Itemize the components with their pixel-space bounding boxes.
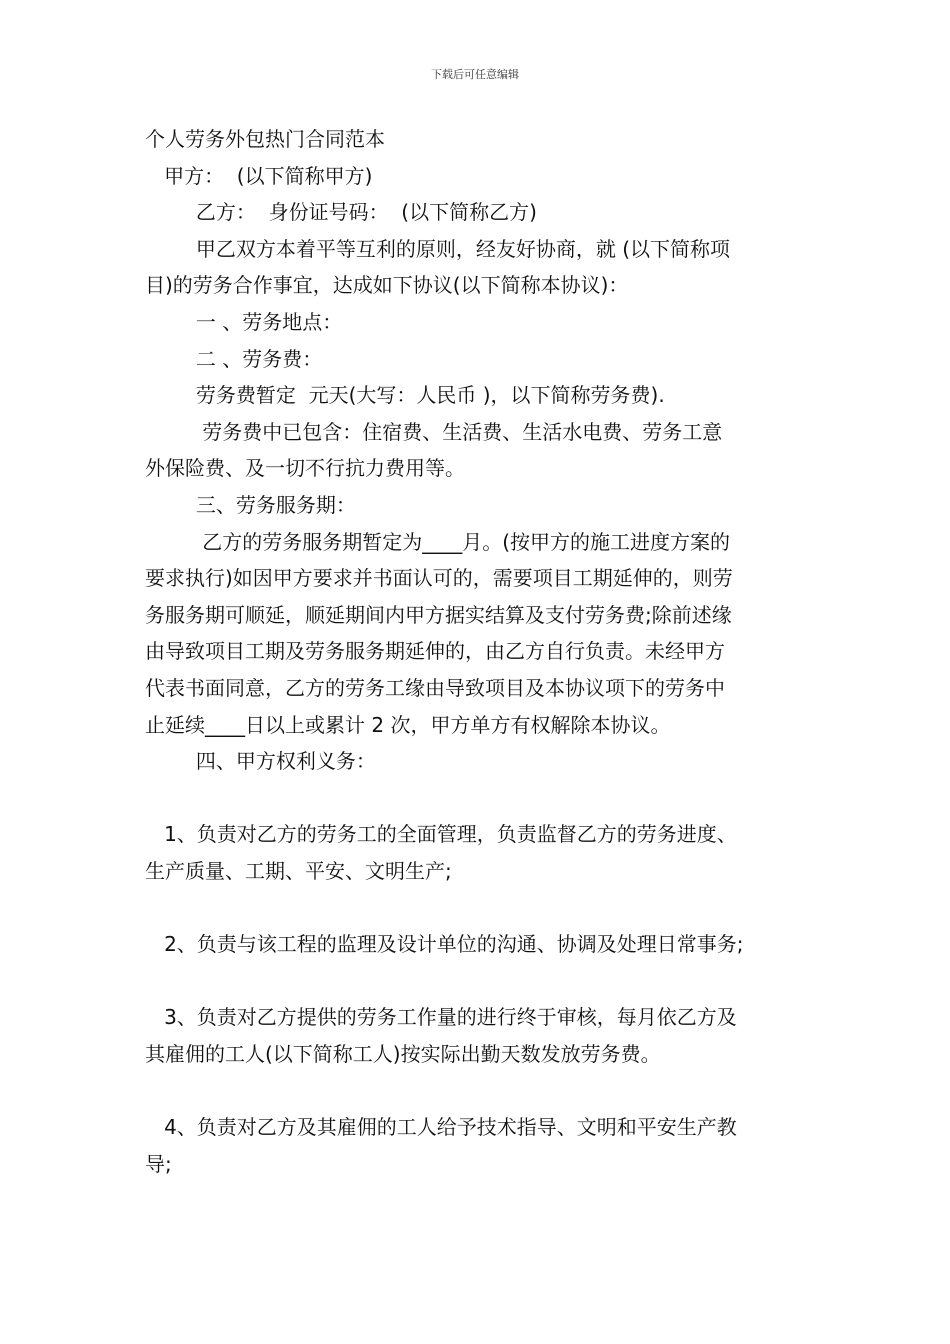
document-body xyxy=(145,121,810,1182)
item-2-line-1: 2、负责与该工程的监理及设计单位的沟通、协调及处理日常事务; xyxy=(145,932,744,957)
item-3 xyxy=(145,999,810,1072)
fee-line: 劳务费暂定 元天(大写：人民币 )，以下简称劳务费). xyxy=(145,383,665,408)
paragraph-gap xyxy=(145,963,810,1000)
intro-line-2: 目)的劳务合作事宜，达成如下协议(以下简称本协议)： xyxy=(145,273,629,298)
item-4-line-2: 导; xyxy=(145,1151,172,1176)
paragraph-gap xyxy=(145,889,810,926)
item-4 xyxy=(145,1109,810,1182)
item-2 xyxy=(145,926,810,963)
fee-includes-line-2: 外保险费、及一切不行抗力费用等。 xyxy=(145,456,465,481)
section-4-heading: 四、甲方权利义务： xyxy=(145,749,376,774)
item-1-line-1: 1、负责对乙方的劳务工的全面管理，负责监督乙方的劳务进度、 xyxy=(145,822,737,847)
paragraph-gap xyxy=(145,780,810,817)
service-period-line-5: 代表书面同意，乙方的劳务工缘由导致项目及本协议项下的劳务中 xyxy=(145,675,725,700)
section-1-heading: 一 、劳务地点： xyxy=(145,309,343,334)
item-4-line-1: 4、负责对乙方及其雇佣的工人给予技术指导、文明和平安生产教 xyxy=(145,1115,737,1140)
party-a-line: 甲方： (以下简称甲方) xyxy=(145,163,373,188)
document-title: 个人劳务外包热门合同范本 xyxy=(145,127,385,151)
header-note: 下载后可任意编辑 xyxy=(431,68,519,81)
intro-line-1: 甲乙双方本着平等互利的原则，经友好协商，就 (以下简称项 xyxy=(145,236,731,261)
party-b-line: 乙方： 身份证号码： (以下简称乙方) xyxy=(145,200,537,225)
section-3-heading: 三、劳务服务期： xyxy=(145,492,356,517)
service-period-line-3: 务服务期可顺延，顺延期间内甲方据实结算及支付劳务费;除前述缘 xyxy=(145,602,732,627)
item-3-line-2: 其雇佣的工人(以下简称工人)按实际出勤天数发放劳务费。 xyxy=(145,1041,661,1066)
item-1 xyxy=(145,816,810,889)
item-1-line-2: 生产质量、工期、平安、文明生产; xyxy=(145,858,452,883)
service-period-line-1: 乙方的劳务服务期暂定为____月。(按甲方的施工进度方案的 xyxy=(145,529,731,554)
item-3-line-1: 3、负责对乙方提供的劳务工作量的进行终于审核，每月依乙方及 xyxy=(145,1005,737,1030)
fee-includes-line-1: 劳务费中已包含：住宿费、生活费、生活水电费、劳务工意 xyxy=(145,419,723,444)
service-period-line-2: 要求执行)如因甲方要求并书面认可的，需要项目工期延伸的，则劳 xyxy=(145,566,733,591)
service-period-line-6: 止延续____日以上或累计 2 次，甲方单方有权解除本协议。 xyxy=(145,712,671,737)
service-period-line-4: 由导致项目工期及劳务服务期延伸的，由乙方自行负责。未经甲方 xyxy=(145,639,725,664)
paragraph-gap xyxy=(145,1072,810,1109)
section-2-heading: 二 、劳务费： xyxy=(145,346,323,371)
